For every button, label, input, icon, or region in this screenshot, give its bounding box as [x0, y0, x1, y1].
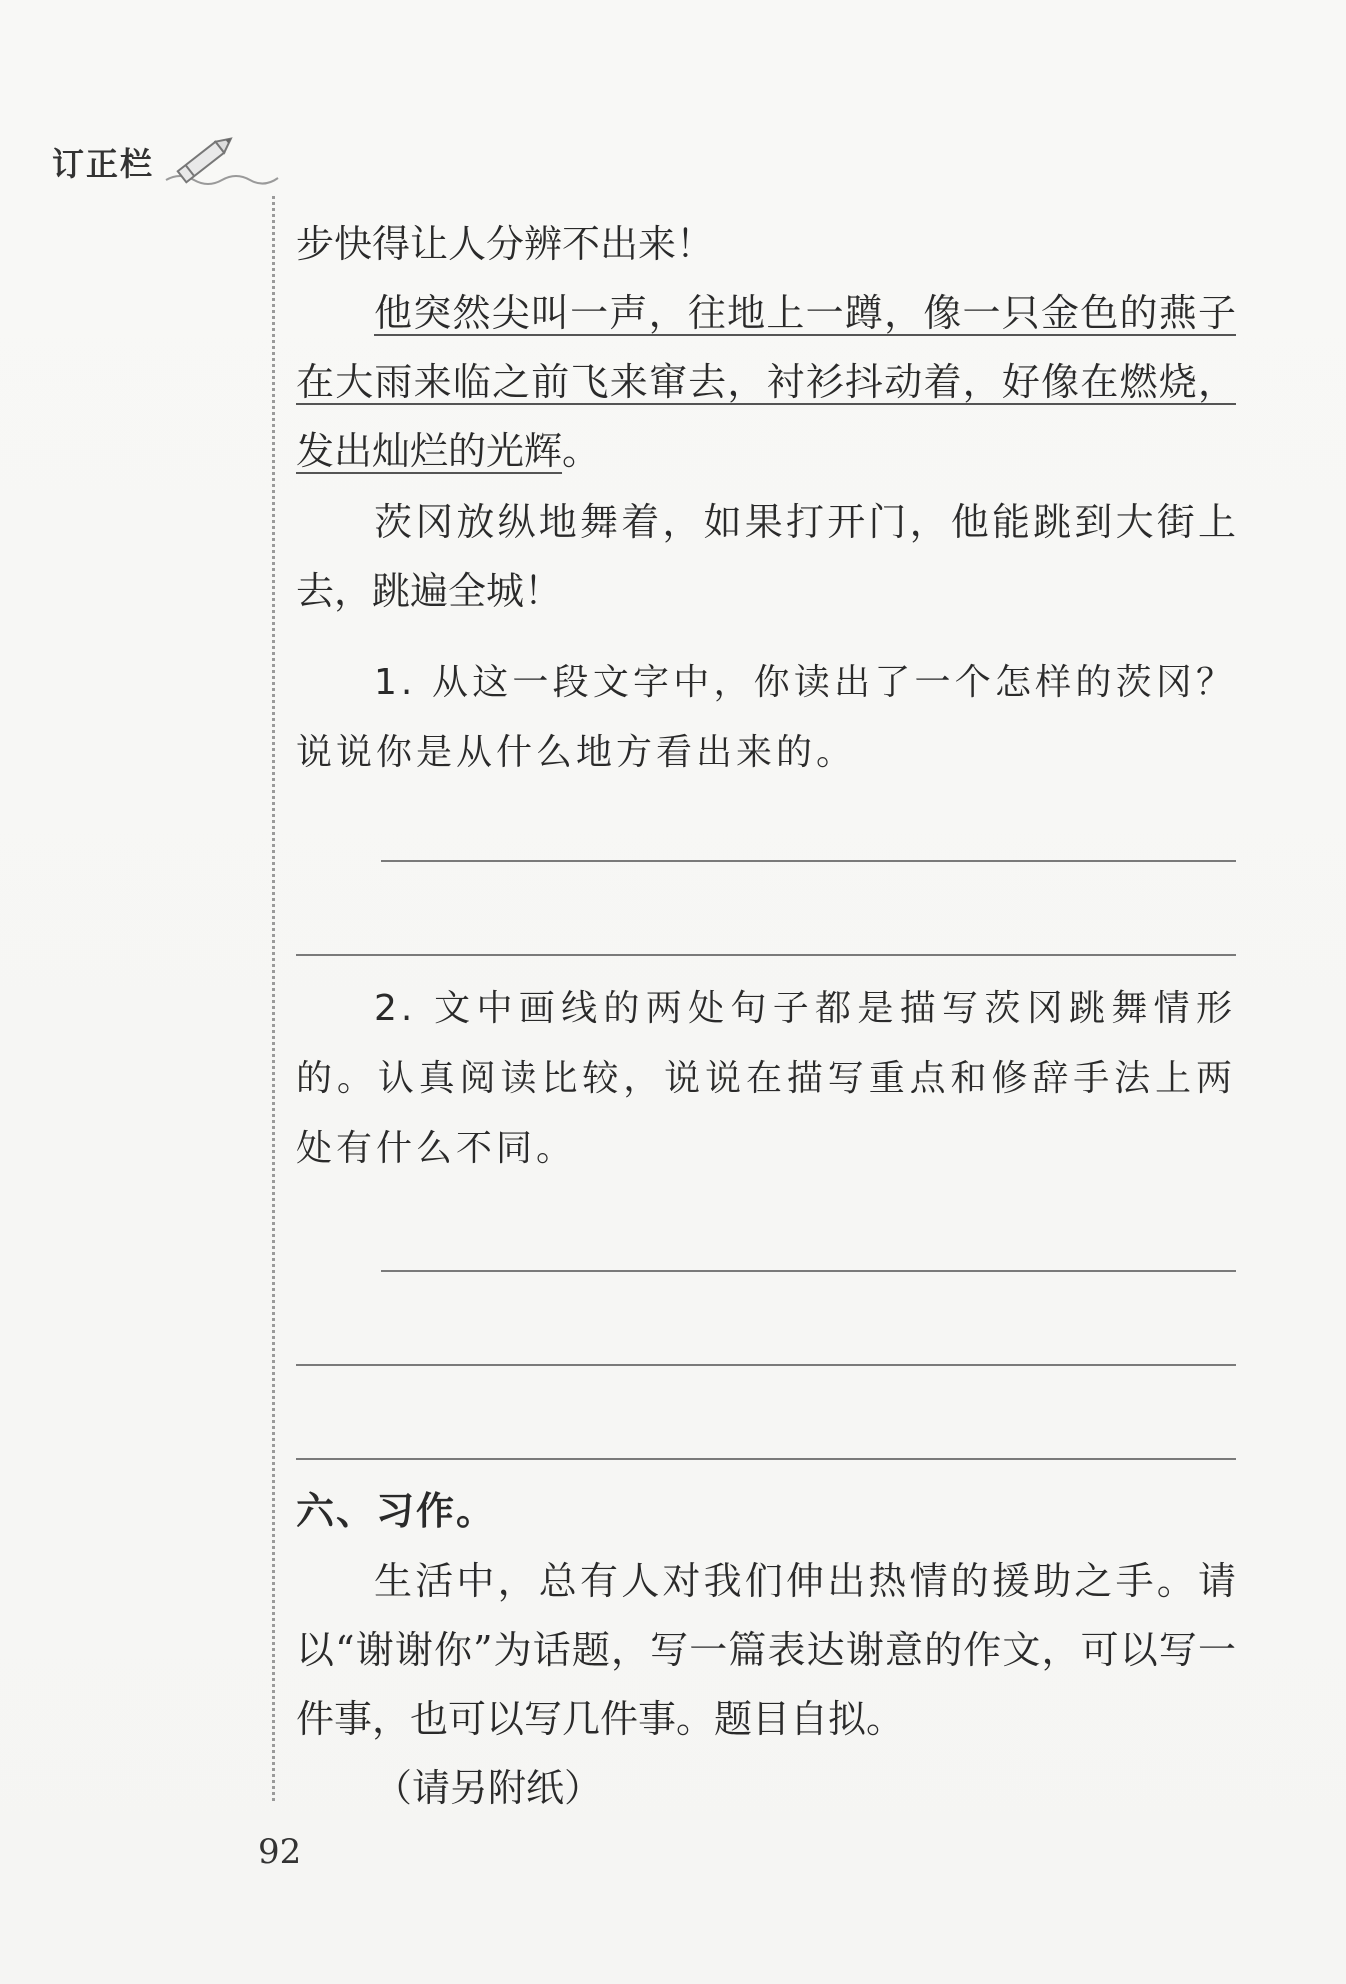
answer-line[interactable] — [381, 860, 1236, 862]
question-1: 1. 从这一段文字中，你读出了一个怎样的茨冈？说说你是从什么地方看出来的。 — [296, 662, 1236, 773]
page-number: 92 — [258, 1832, 302, 1872]
pencil-icon — [160, 132, 280, 192]
answer-line[interactable] — [296, 954, 1236, 956]
attach-paper-note: （请另附纸） — [374, 1766, 603, 1810]
underlined-sentence: 他突然尖叫一声，往地上一蹲，像一只金色的燕子在大雨来临之前飞来窜去，衬衫抖动着，好像在燃烧，发出灿烂的光辉 — [296, 291, 1236, 473]
correction-column-header — [52, 132, 280, 192]
passage-underlined-paragraph — [296, 279, 1236, 486]
passage-paragraph: 茨冈放纵地舞着，如果打开门，他能跳到大街上去，跳遍全城！ — [296, 500, 1236, 613]
answer-line[interactable] — [296, 1458, 1236, 1460]
writing-prompt: 生活中，总有人对我们伸出热情的援助之手。请以“谢谢你”为话题，写一篇表达谢意的作文，可以写一件事，也可以写几件事。题目自拟。 — [296, 1559, 1236, 1741]
section-6-title: 六、习作。 — [296, 1489, 497, 1533]
underlined-sentence-end: 。 — [562, 429, 601, 473]
content-area — [296, 210, 1236, 1823]
answer-line[interactable] — [381, 1270, 1236, 1272]
answer-line[interactable] — [296, 1364, 1236, 1366]
question-2: 2. 文中画线的两处句子都是描写茨冈跳舞情形的。认真阅读比较，说说在描写重点和修辞手法上两处有什么不同。 — [296, 988, 1236, 1169]
correction-column-title: 订正栏 — [52, 145, 155, 183]
margin-dotted-line — [272, 196, 275, 1801]
passage-line: 步快得让人分辨不出来！ — [296, 222, 715, 266]
